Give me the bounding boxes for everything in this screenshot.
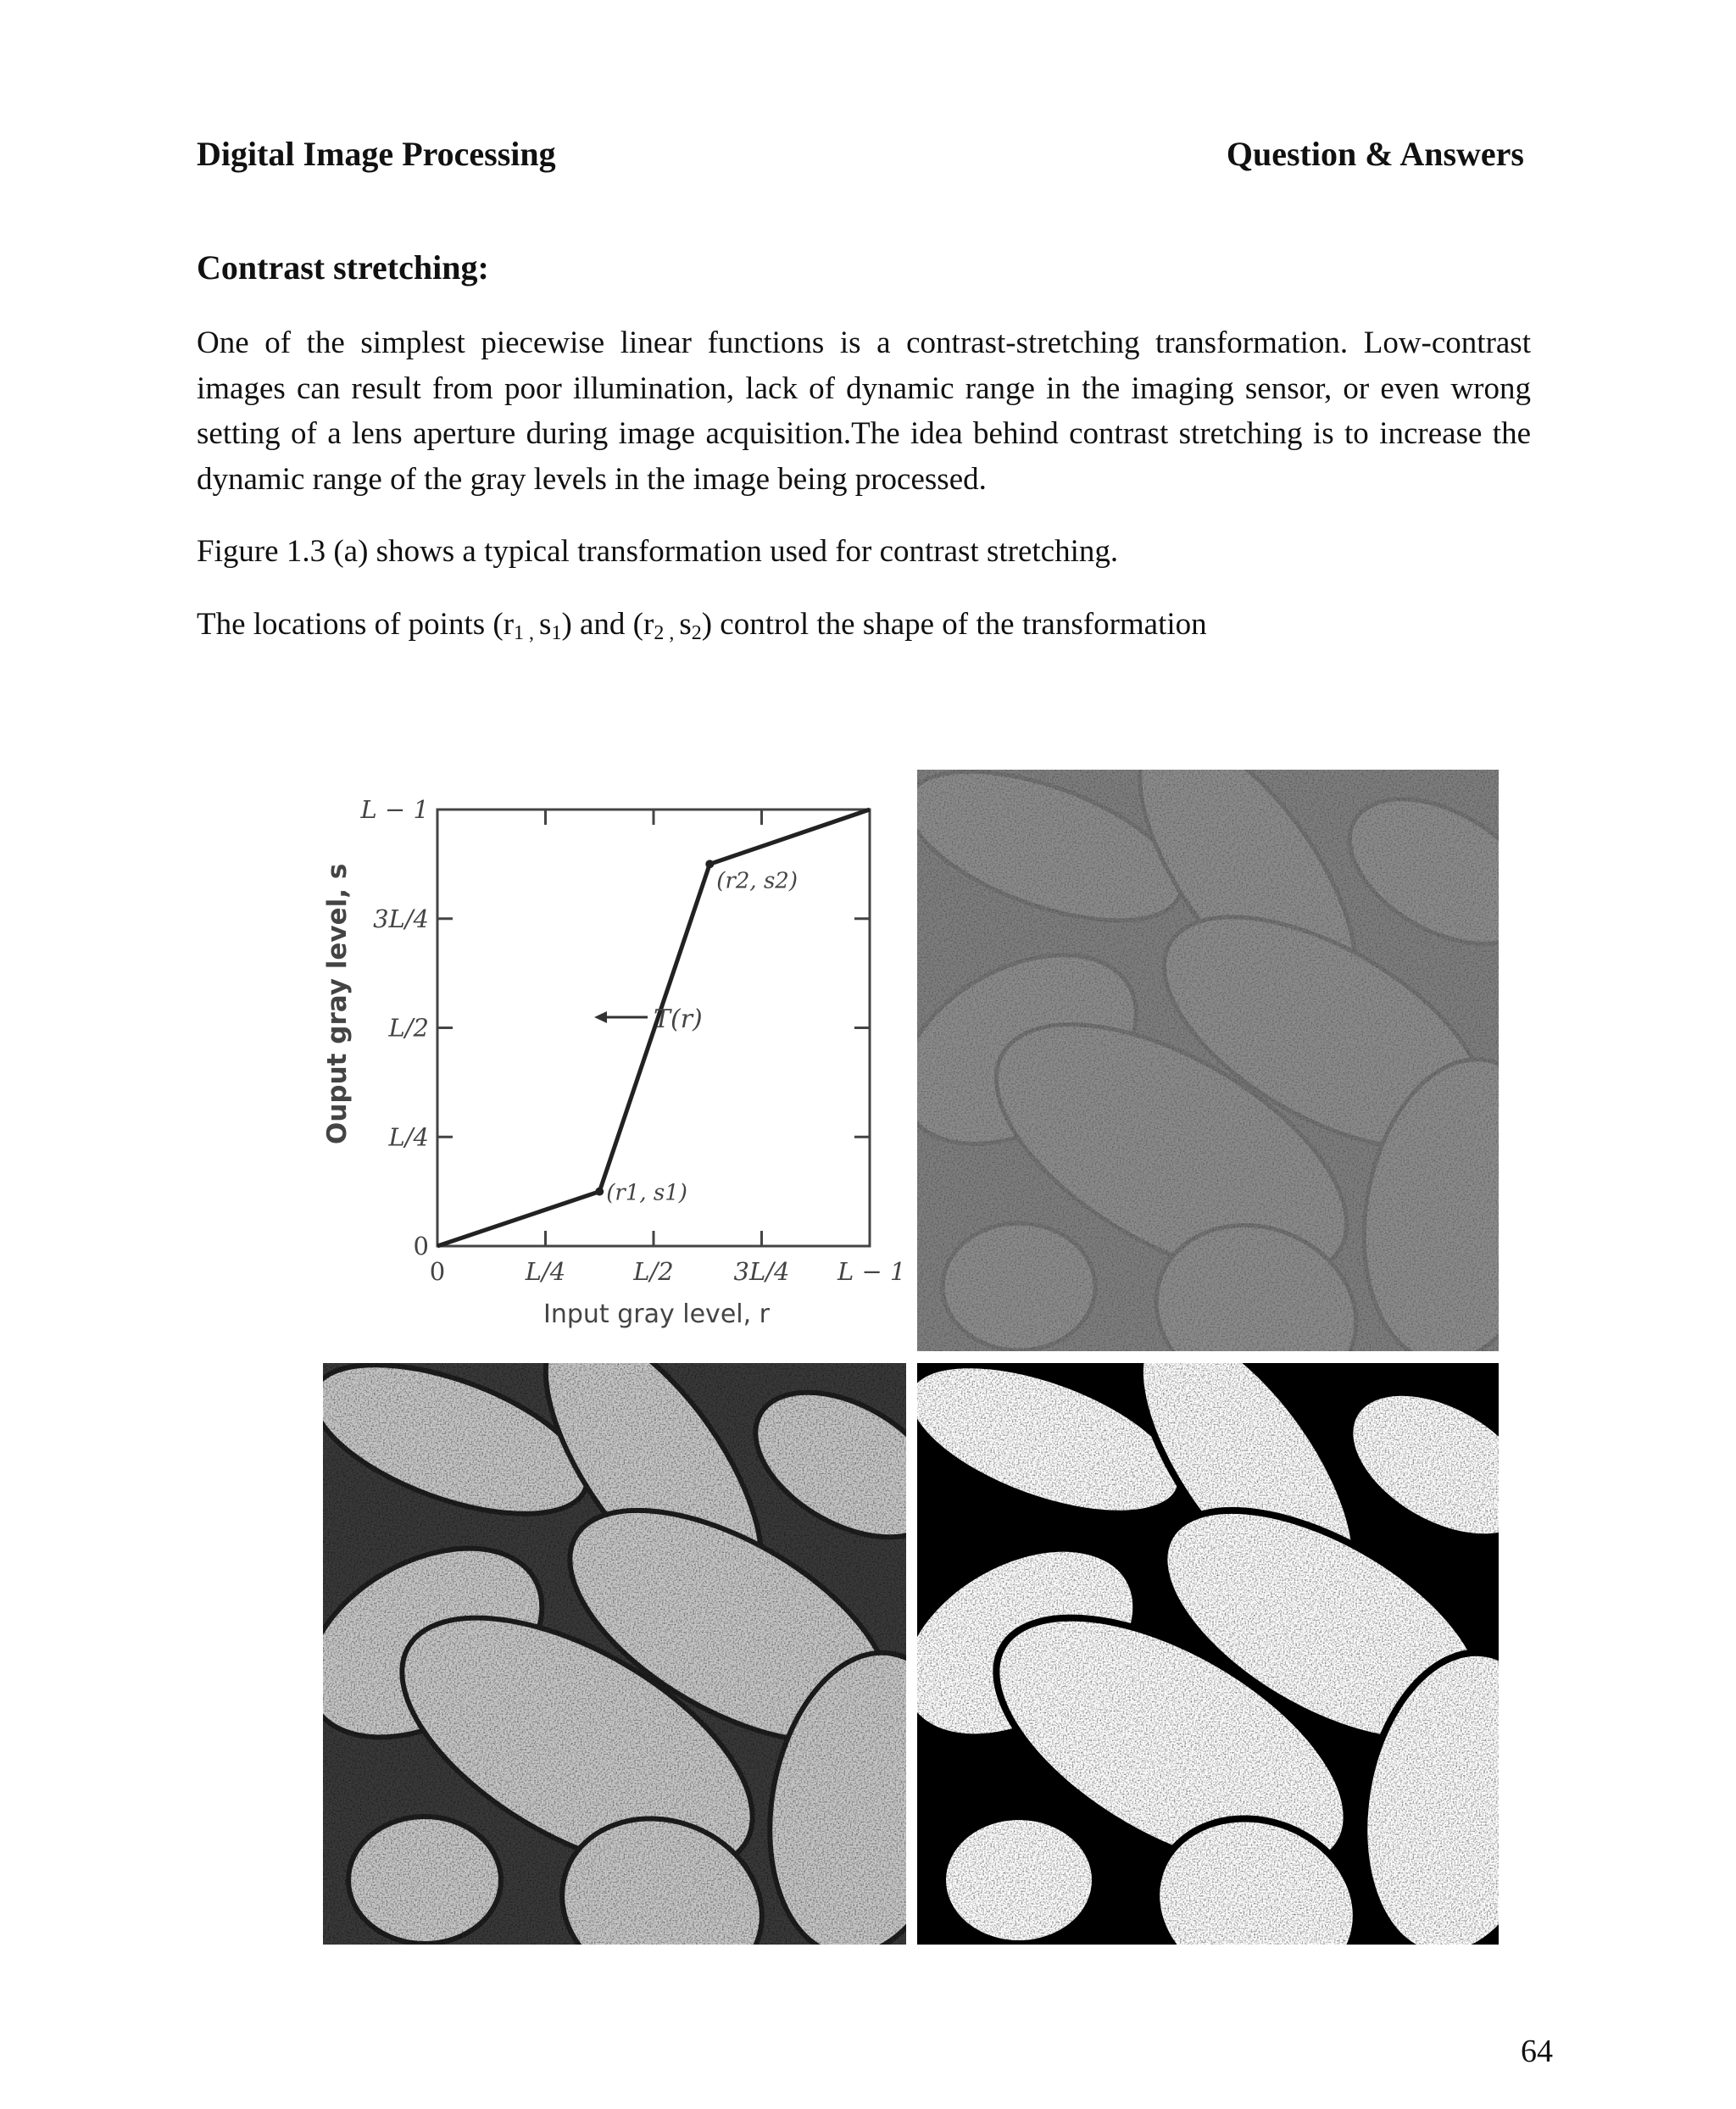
y-axis-label: Ouput gray level, s (322, 863, 353, 1144)
header-title-left: Digital Image Processing (197, 135, 556, 173)
x-tick-label: L/4 (525, 1257, 566, 1286)
figure-1-3 (319, 763, 1505, 1950)
thresholded-image (869, 1294, 1505, 1950)
section-title: Contrast stretching: (197, 248, 489, 287)
paragraph-figure-reference: Figure 1.3 (a) shows a typical transformation used for contrast stretching. (197, 534, 1119, 569)
y-tick-label: 0 (413, 1232, 429, 1260)
x-tick-label: 0 (429, 1257, 446, 1286)
x-axis-label: Input gray level, r (543, 1299, 771, 1329)
y-tick-label: L − 1 (360, 795, 429, 824)
paragraph-contrast-stretching: One of the simplest piecewise linear functions is a contrast-stretching transformation. Low-contrast images can result from poor illumination, lack of dynamic range in the imaging sensor, or even wrong setting of a lens aperture during image acquisition.The idea behind contrast stretching is to increase the dynamic range of the gray levels in the image being processed. (197, 326, 1531, 497)
low-contrast-image (869, 763, 1505, 1427)
curve-label: T(r) (654, 1004, 703, 1034)
point-r2-s2-label: (r2, s2) (716, 868, 798, 894)
x-tick-label: 3L/4 (733, 1257, 790, 1286)
point-r2-s2 (705, 860, 714, 868)
contrast-stretched-image (319, 1294, 984, 1950)
y-tick-label: L/2 (388, 1013, 429, 1043)
page-number: 64 (1521, 2034, 1553, 2069)
y-tick-label: L/4 (388, 1122, 429, 1152)
x-tick-label: L/2 (633, 1257, 674, 1286)
header-title-right: Question & Answers (1226, 135, 1524, 173)
point-r1-s1-label: (r1, s1) (606, 1180, 687, 1206)
y-tick-label: 3L/4 (373, 904, 429, 933)
paragraph-point-locations: The locations of points ($r_{1 ,}$ $s_1$) and ($r_{2 ,}$ $s_2$) control the shape of the transformation (197, 607, 1207, 644)
x-tick-label: L − 1 (837, 1257, 906, 1286)
curve-pointer-arrowhead (594, 1011, 607, 1023)
point-r1-s1 (595, 1188, 604, 1196)
transformation-graph (322, 795, 905, 1329)
